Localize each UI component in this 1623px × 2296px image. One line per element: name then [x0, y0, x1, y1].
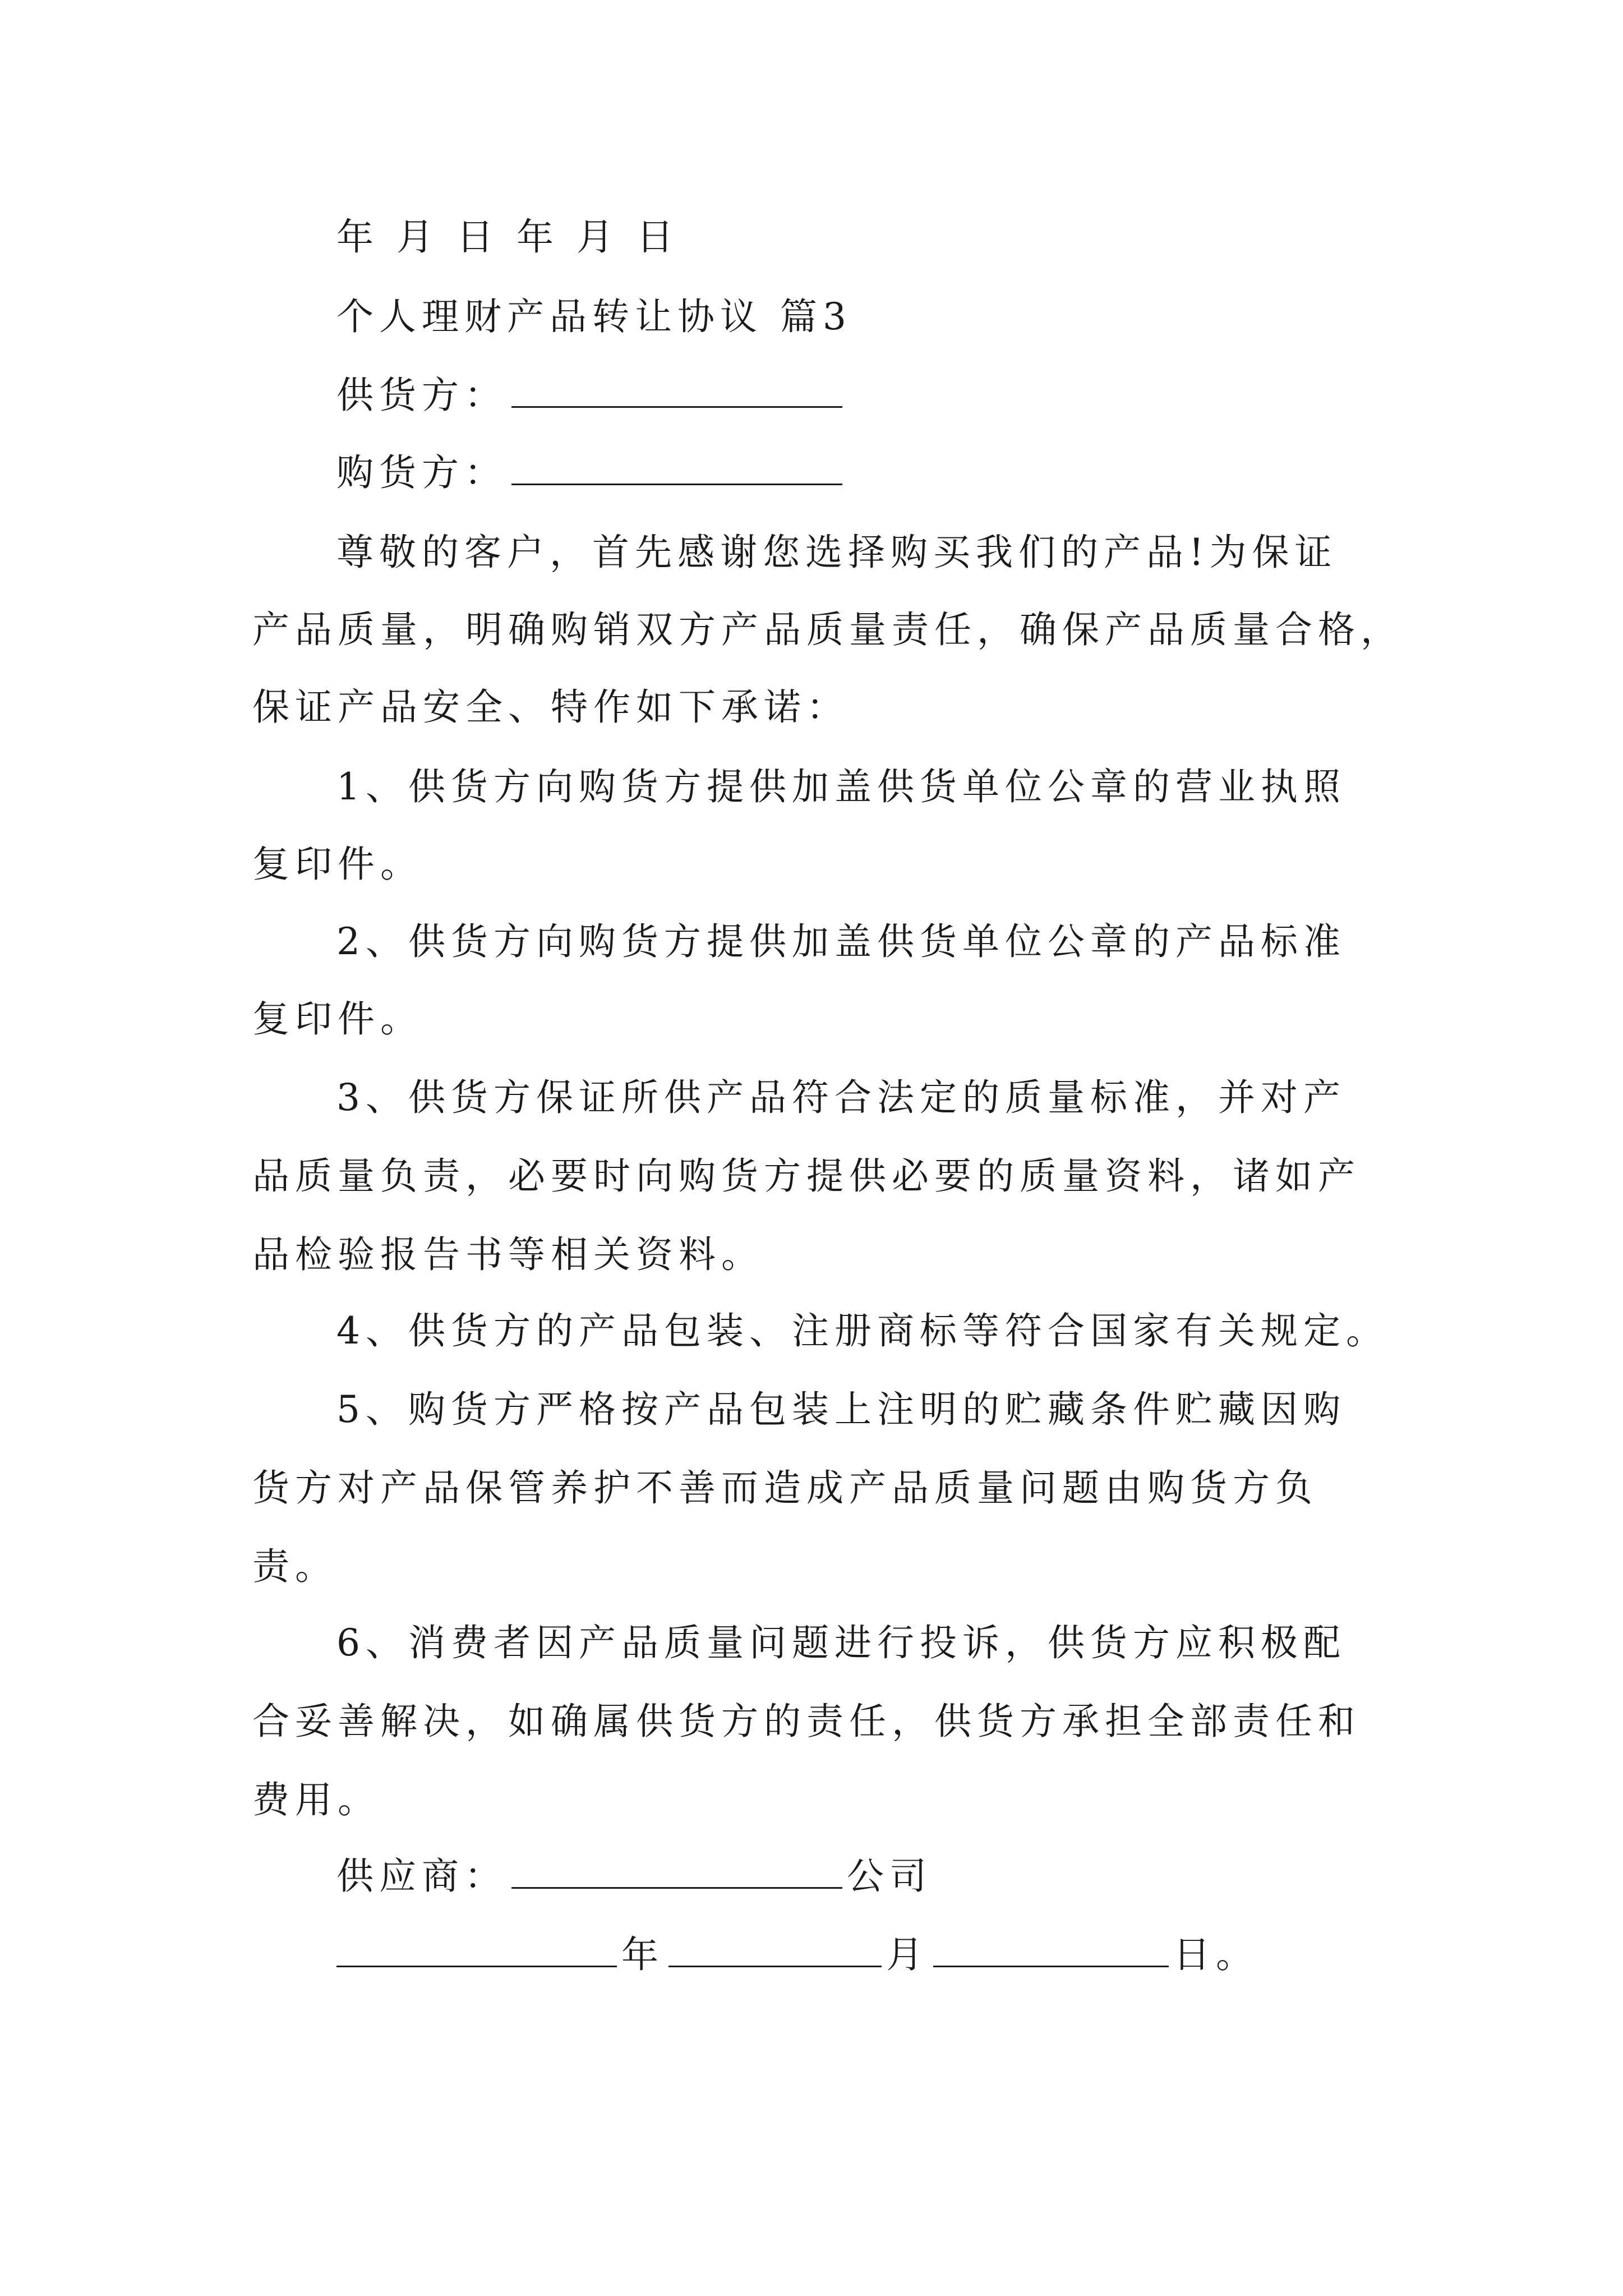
supplier-blank	[511, 377, 842, 408]
company-suffix: 公司	[847, 1855, 932, 1898]
item-line: 6、消费者因产品质量问题进行投诉，供货方应积极配	[336, 1621, 1346, 1664]
item-line: 2、供货方向购货方提供加盖供货单位公章的产品标准	[336, 920, 1346, 963]
supplier-label: 供货方：	[336, 374, 507, 417]
year-blank	[336, 1936, 617, 1967]
item-line: 品质量负责，必要时向购货方提供必要的质量资料，诸如产	[252, 1154, 1361, 1198]
section-title: 个人理财产品转让协议 篇3	[336, 295, 852, 338]
company-blank	[511, 1858, 842, 1889]
item-line: 1、供货方向购货方提供加盖供货单位公章的营业执照	[336, 765, 1346, 808]
buyer-blank	[511, 454, 842, 485]
item-line: 5、购货方严格按产品包装上注明的贮藏条件贮藏因购	[336, 1388, 1346, 1431]
item-line: 复印件。	[252, 997, 423, 1041]
supplier-line	[336, 374, 842, 417]
vendor-label: 供应商：	[336, 1855, 507, 1898]
day-label: 日。	[1173, 1933, 1258, 1976]
item-line: 4、供货方的产品包装、注册商标等符合国家有关规定。	[336, 1309, 1389, 1352]
day-blank	[933, 1936, 1169, 1967]
item-line: 货方对产品保管养护不善而造成产品质量问题由购货方负	[252, 1466, 1318, 1510]
item-line: 责。	[252, 1545, 338, 1588]
vendor-line	[336, 1855, 932, 1898]
item-line: 复印件。	[252, 843, 423, 886]
buyer-label: 购货方：	[336, 451, 507, 494]
buyer-line	[336, 451, 842, 494]
item-line: 品检验报告书等相关资料。	[252, 1233, 764, 1276]
signature-date-line	[336, 1933, 1258, 1976]
month-blank	[668, 1936, 882, 1967]
intro-line: 保证产品安全、特作如下承诺：	[252, 685, 849, 729]
date-header: 年 月 日 年 月 日	[336, 215, 679, 259]
item-line: 3、供货方保证所供产品符合法定的质量标准，并对产	[336, 1076, 1346, 1119]
intro-line: 产品质量，明确购销双方产品质量责任，确保产品质量合格，	[252, 608, 1403, 651]
item-line: 费用。	[252, 1778, 380, 1821]
item-line: 合妥善解决，如确属供货方的责任，供货方承担全部责任和	[252, 1700, 1361, 1743]
year-label: 年	[621, 1933, 664, 1976]
intro-line: 尊敬的客户，首先感谢您选择购买我们的产品!为保证	[336, 531, 1338, 574]
month-label: 月	[886, 1933, 929, 1976]
